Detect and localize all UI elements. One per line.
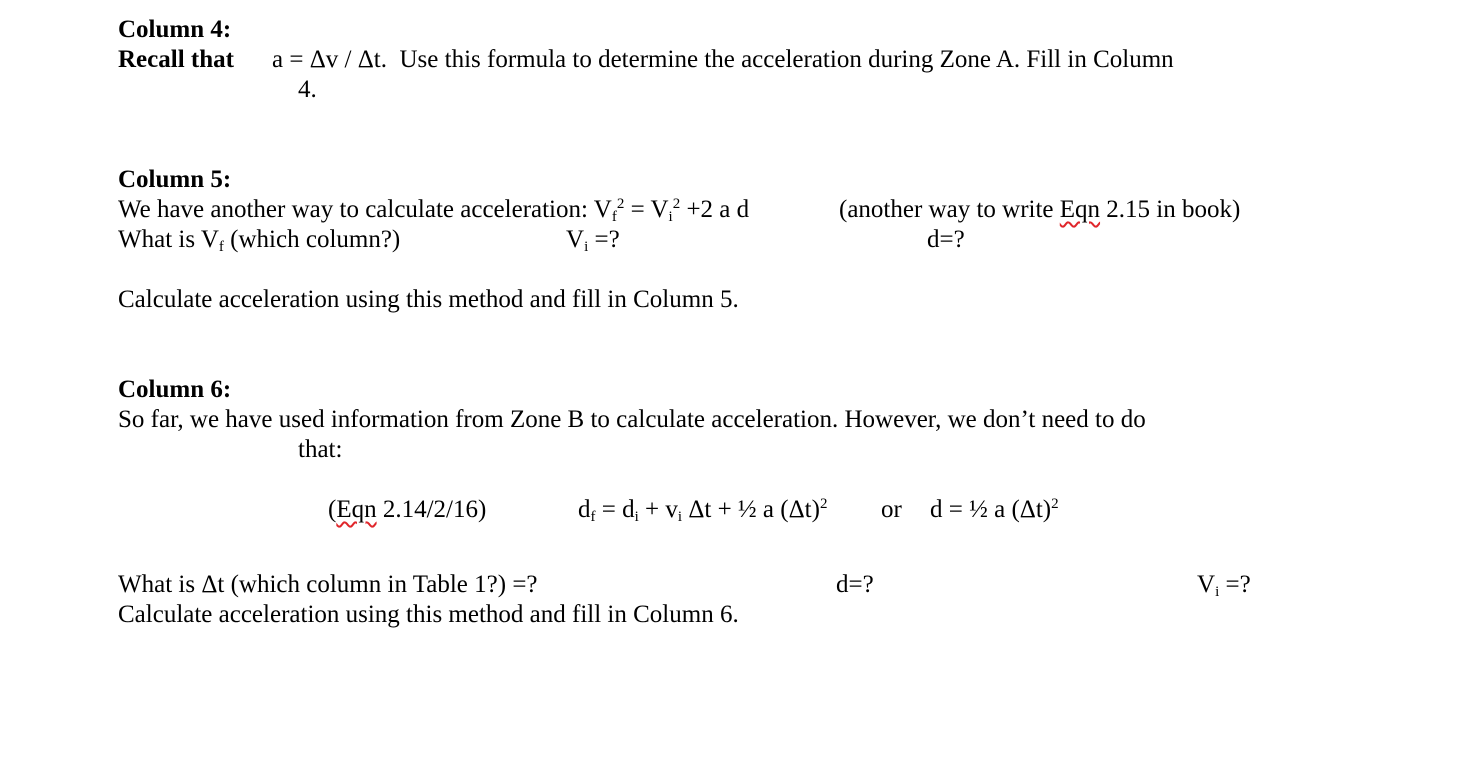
column-6-instruction: Calculate acceleration using this method and fill in Column 6. [118,601,739,628]
column-6-intro: So far, we have used information from Zone B to calculate acceleration. However, we don’t need to do [118,406,1146,433]
vi-question-col6: $V_i$ =? [1197,571,1251,600]
kinematics-formula-full: $d_f = d_i + v_i$ Δt + ½ a $(\Delta t)^2$ [578,496,828,525]
column-6-heading: Column 6: [118,376,232,403]
column-4-heading: Column 4: [118,16,232,43]
vi-question: $V_i$ =? [566,226,620,255]
d-question: d=? [927,226,965,253]
column-4-text [272,45,1174,75]
column-5-heading: Column 5: [118,166,232,193]
eqn-misspelled-word: Eqn [336,496,377,523]
eqn-misspelled-word: Eqn [1059,196,1101,223]
delta-t-question: What is Δt (which column in Table 1?) =? [118,571,538,598]
kinematics-formula-short: d = ½ a $(\Delta t)^2$ [930,496,1059,523]
acceleration-formula: a = Δv / Δt. [272,46,387,73]
eqn-reference: (Eqn 2.14/2/16) [328,496,487,523]
or-word: or [881,496,902,523]
vf-question: What is $V_f$ (which column?) [118,226,401,255]
column-4-text-cont: 4. [298,76,317,103]
eqn-2-15-note: (another way to write Eqn 2.15 in book) [839,196,1241,223]
recall-label: Recall that [118,46,234,73]
column-6-intro-cont: that: [298,436,343,463]
column-5-equation-line: We have another way to calculate acceleration: $V_f^2 = V_i^2 +2$ a d [118,196,750,225]
column-4-instruction: Use this formula to determine the acceleration during Zone A. Fill in Column [399,46,1174,73]
column-5-instruction: Calculate acceleration using this method and fill in Column 5. [118,286,739,313]
d-question-col6: d=? [836,571,874,598]
